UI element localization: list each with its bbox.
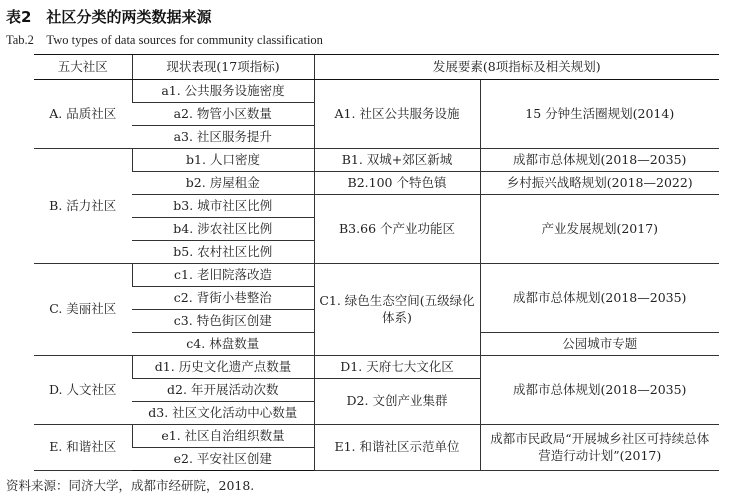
element-d1: D1. 天府七大文化区: [314, 356, 480, 379]
indicator-a2: a2. 物管小区数量: [132, 103, 314, 126]
indicator-b1: b1. 人口密度: [132, 149, 314, 172]
table-row: [34, 356, 719, 379]
indicator-a3: a3. 社区服务提升: [132, 126, 314, 149]
plan-e: 成都市民政局“开展城乡社区可持续总体营造行动计划”(2017): [480, 425, 719, 471]
indicator-e2: e2. 平安社区创建: [132, 448, 314, 471]
table-row: [34, 149, 719, 172]
source-note: 资料来源：同济大学，成都市经研院，2018.: [6, 478, 255, 493]
indicator-c4: c4. 林盘数量: [132, 333, 314, 356]
element-a1: A1. 社区公共服务设施: [314, 80, 480, 149]
header-development: 发展要素(8项指标及相关规划): [314, 55, 719, 80]
table-row: [34, 264, 719, 287]
indicator-c1: c1. 老旧院落改造: [132, 264, 314, 287]
plan-c4: 公园城市专题: [480, 333, 719, 356]
data-sources-table: [34, 54, 719, 471]
community-d: D. 人文社区: [34, 356, 132, 425]
plan-b2: 乡村振兴战略规划(2018—2022): [480, 172, 719, 195]
table-row: [34, 425, 719, 448]
table-caption-zh: 表2 社区分类的两类数据来源: [6, 8, 212, 26]
indicator-d1: d1. 历史文化遗产点数量: [132, 356, 314, 379]
indicator-b4: b4. 涉农社区比例: [132, 218, 314, 241]
indicator-b3: b3. 城市社区比例: [132, 195, 314, 218]
plan-d: 成都市总体规划(2018—2035): [480, 356, 719, 425]
indicator-b5: b5. 农村社区比例: [132, 241, 314, 264]
header-community: 五大社区: [34, 55, 132, 80]
plan-b3: 产业发展规划(2017): [480, 195, 719, 264]
indicator-d3: d3. 社区文化活动中心数量: [132, 402, 314, 425]
header-status: 现状表现(17项指标): [132, 55, 314, 80]
indicator-d2: d2. 年开展活动次数: [132, 379, 314, 402]
community-c: C. 美丽社区: [34, 264, 132, 356]
table-row: [34, 172, 719, 195]
indicator-a1: a1. 公共服务设施密度: [132, 80, 314, 103]
community-a: A. 品质社区: [34, 80, 132, 149]
element-b1: B1. 双城+郊区新城: [314, 149, 480, 172]
table-row: [34, 195, 719, 218]
indicator-b2: b2. 房屋租金: [132, 172, 314, 195]
element-d2: D2. 文创产业集群: [314, 379, 480, 425]
header-row: [34, 55, 719, 80]
plan-a: 15 分钟生活圈规划(2014): [480, 80, 719, 149]
community-b: B. 活力社区: [34, 149, 132, 264]
plan-c1: 成都市总体规划(2018—2035): [480, 264, 719, 333]
element-b3: B3.66 个产业功能区: [314, 195, 480, 264]
table-row: [34, 80, 719, 103]
element-c1: C1. 绿色生态空间(五级绿化体系): [314, 264, 480, 356]
indicator-c3: c3. 特色街区创建: [132, 310, 314, 333]
indicator-c2: c2. 背街小巷整治: [132, 287, 314, 310]
table-caption-en: Tab.2 Two types of data sources for community classification: [6, 33, 323, 47]
indicator-e1: e1. 社区自治组织数量: [132, 425, 314, 448]
element-e1: E1. 和谐社区示范单位: [314, 425, 480, 471]
plan-b1: 成都市总体规划(2018—2035): [480, 149, 719, 172]
community-e: E. 和谐社区: [34, 425, 132, 471]
element-b2: B2.100 个特色镇: [314, 172, 480, 195]
